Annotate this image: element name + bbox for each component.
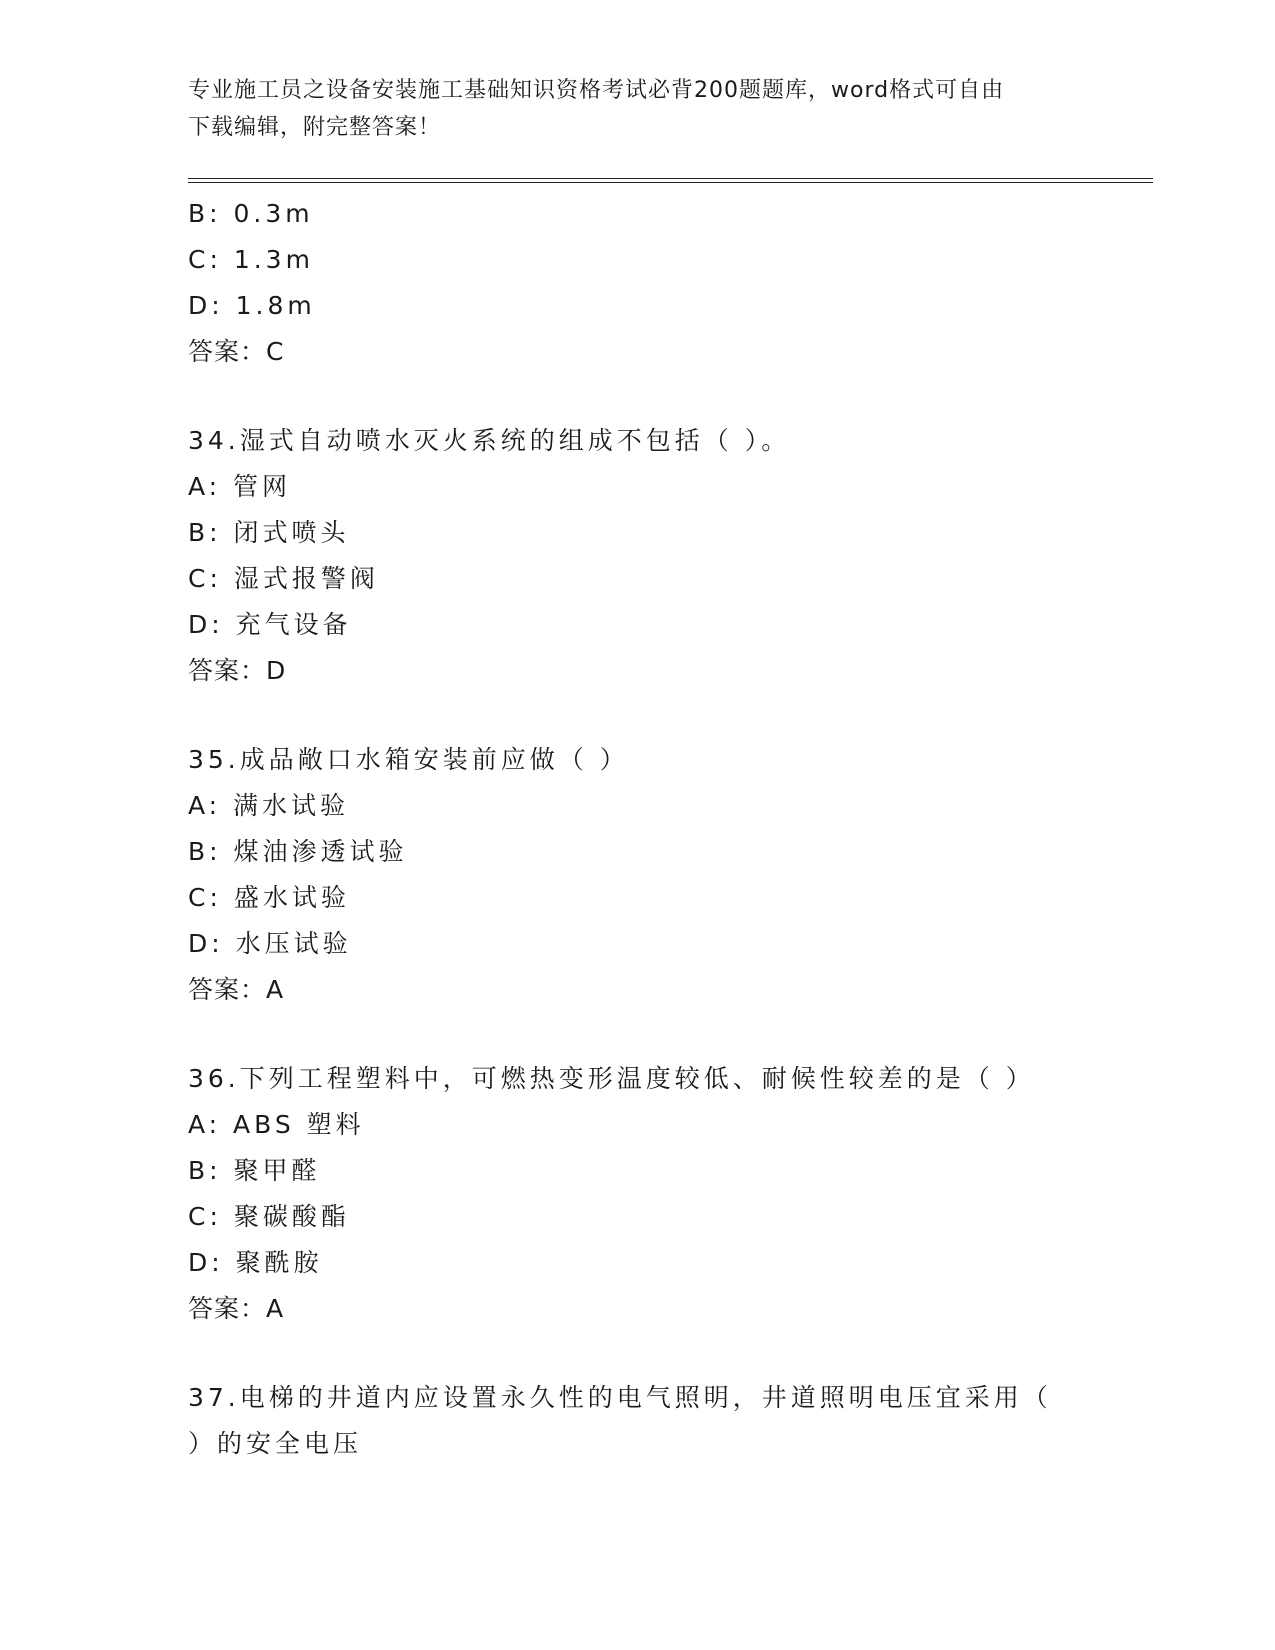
option-d: D: 1.8m bbox=[188, 291, 316, 320]
answer: 答案：D bbox=[188, 656, 287, 685]
option-d: D: 水压试验 bbox=[188, 929, 352, 958]
option-a: A: 满水试验 bbox=[188, 791, 350, 820]
question-stem: 34.湿式自动喷水灭火系统的组成不包括（ ）。 bbox=[188, 426, 791, 455]
answer: 答案：A bbox=[188, 975, 285, 1004]
question-stem-line-2: ）的安全电压 bbox=[188, 1429, 363, 1458]
question-37 bbox=[188, 1375, 1128, 1467]
header-title-line-1: 专业施工员之设备安装施工基础知识资格考试必背200题题库，word格式可自由 bbox=[188, 78, 1005, 103]
option-d: D: 充气设备 bbox=[188, 610, 352, 639]
option-c: C: 聚碳酸酯 bbox=[188, 1202, 350, 1231]
option-d: D: 聚酰胺 bbox=[188, 1248, 323, 1277]
spacer bbox=[188, 694, 1128, 737]
question-35 bbox=[188, 737, 1128, 1013]
option-b: B: 闭式喷头 bbox=[188, 518, 350, 547]
spacer bbox=[188, 375, 1128, 418]
option-c: C: 1.3m bbox=[188, 245, 314, 274]
header-title-line-2: 下载编辑，附完整答案！ bbox=[188, 115, 442, 140]
question-stem: 36.下列工程塑料中，可燃热变形温度较低、耐候性较差的是（ ） bbox=[188, 1064, 1035, 1093]
option-b: B: 0.3m bbox=[188, 199, 314, 228]
answer: 答案：C bbox=[188, 337, 285, 366]
spacer bbox=[188, 1332, 1128, 1375]
question-stem-line-1: 37.电梯的井道内应设置永久性的电气照明，井道照明电压宜采用（ bbox=[188, 1383, 1052, 1412]
option-b: B: 煤油渗透试验 bbox=[188, 837, 408, 866]
header-divider bbox=[188, 178, 1153, 183]
option-c: C: 湿式报警阀 bbox=[188, 564, 379, 593]
question-34 bbox=[188, 418, 1128, 694]
question-list bbox=[188, 191, 1128, 1467]
spacer bbox=[188, 1013, 1128, 1056]
document-header bbox=[188, 72, 1088, 146]
option-b: B: 聚甲醛 bbox=[188, 1156, 321, 1185]
option-a: A: 管网 bbox=[188, 472, 292, 501]
question-36 bbox=[188, 1056, 1128, 1332]
option-a: A: ABS 塑料 bbox=[188, 1110, 365, 1139]
option-c: C: 盛水试验 bbox=[188, 883, 350, 912]
question-33 bbox=[188, 191, 1128, 375]
question-stem: 35.成品敞口水箱安装前应做（ ） bbox=[188, 745, 629, 774]
answer: 答案：A bbox=[188, 1294, 285, 1323]
